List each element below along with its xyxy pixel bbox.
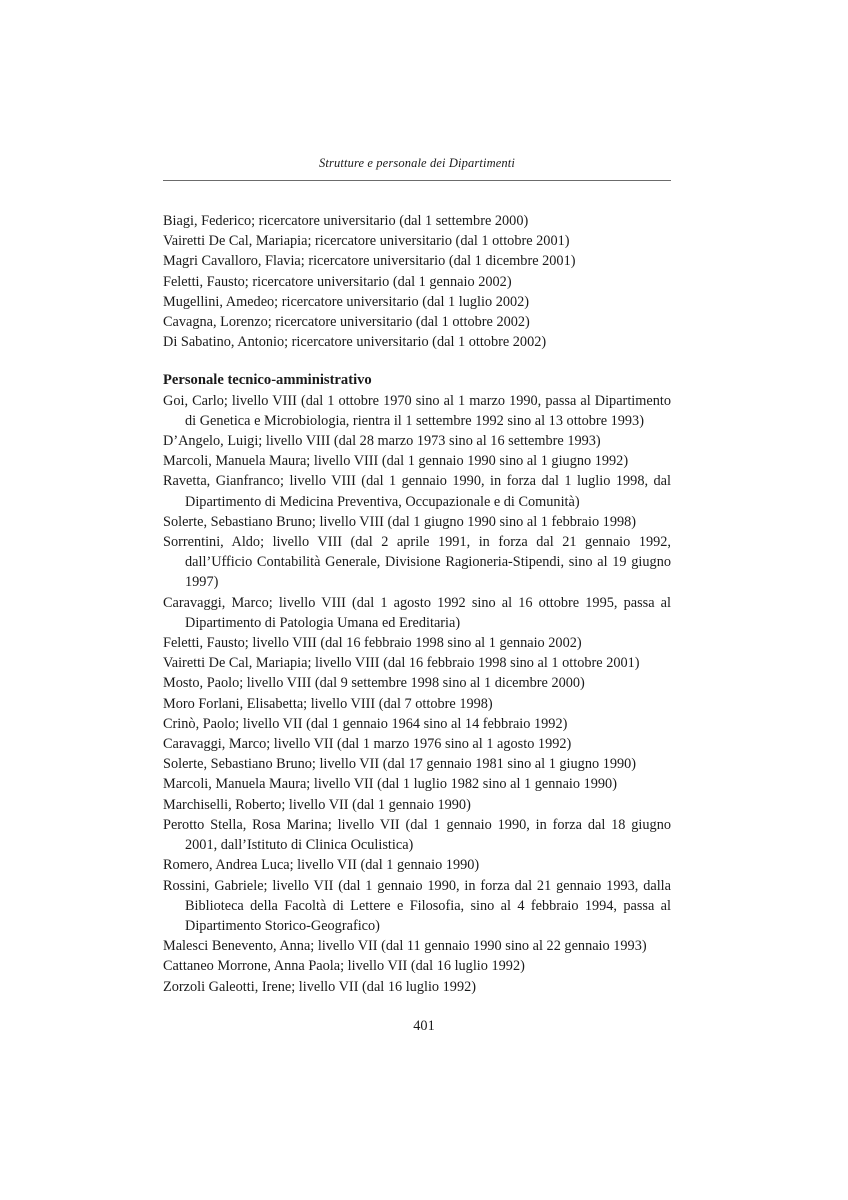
page-content	[163, 0, 671, 997]
list-item: Zorzoli Galeotti, Irene; livello VII (dal 16 luglio 1992)	[163, 978, 476, 995]
page-number: 401	[413, 1018, 435, 1034]
list-item: Sorrentini, Aldo; livello VIII (dal 2 aprile 1991, in forza dal 21 gennaio 1992, dall’Ufficio Contabilità Generale, Divisione Ragioneria-Stipendi, sino al 19 giugno 1997)	[163, 534, 671, 591]
list-item: Marcoli, Manuela Maura; livello VIII (dal 1 gennaio 1990 sino al 1 giugno 1992)	[163, 453, 629, 470]
list-item: Magri Cavalloro, Flavia; ricercatore universitario (dal 1 dicembre 2001)	[163, 253, 576, 270]
list-item: Feletti, Fausto; ricercatore universitario (dal 1 gennaio 2002)	[163, 273, 512, 290]
list-item: Biagi, Federico; ricercatore universitario (dal 1 settembre 2000)	[163, 213, 529, 229]
list-item: Mugellini, Amedeo; ricercatore universitario (dal 1 luglio 2002)	[163, 293, 530, 310]
section-heading: Personale tecnico-amministrativo	[163, 372, 372, 389]
list-item: Caravaggi, Marco; livello VIII (dal 1 agosto 1992 sino al 16 ottobre 1995, passa al Dipartimento di Patologia Umana ed Ereditaria)	[163, 594, 671, 631]
list-item: D’Angelo, Luigi; livello VIII (dal 28 marzo 1973 sino al 16 settembre 1993)	[163, 433, 601, 450]
list-item: Moro Forlani, Elisabetta; livello VIII (dal 7 ottobre 1998)	[163, 695, 493, 712]
list-item: Solerte, Sebastiano Bruno; livello VII (dal 17 gennaio 1981 sino al 1 giugno 1990)	[163, 756, 637, 773]
list-item: Di Sabatino, Antonio; ricercatore universitario (dal 1 ottobre 2002)	[163, 334, 547, 351]
entry-group-researchers	[163, 211, 671, 352]
list-item: Feletti, Fausto; livello VIII (dal 16 febbraio 1998 sino al 1 gennaio 2002)	[163, 635, 582, 652]
list-item: Goi, Carlo; livello VIII (dal 1 ottobre 1970 sino al 1 marzo 1990, passa al Dipartimento di Genetica e Microbiologia, rientra il 1 settembre 1992 sino al 13 ottobre 1993)	[163, 392, 671, 429]
list-item: Cattaneo Morrone, Anna Paola; livello VII (dal 16 luglio 1992)	[163, 958, 525, 975]
header-divider	[163, 180, 671, 181]
list-item: Vairetti De Cal, Mariapia; livello VIII (dal 16 febbraio 1998 sino al 1 ottobre 2001)	[163, 655, 640, 672]
list-item: Caravaggi, Marco; livello VII (dal 1 marzo 1976 sino al 1 agosto 1992)	[163, 736, 572, 753]
entry-group-technical-administrative-staff	[163, 391, 671, 997]
list-item: Crinò, Paolo; livello VII (dal 1 gennaio 1964 sino al 14 febbraio 1992)	[163, 715, 568, 732]
list-item: Solerte, Sebastiano Bruno; livello VIII (dal 1 giugno 1990 sino al 1 febbraio 1998)	[163, 513, 637, 530]
list-item: Marcoli, Manuela Maura; livello VII (dal 1 luglio 1982 sino al 1 gennaio 1990)	[163, 776, 617, 793]
list-item: Mosto, Paolo; livello VIII (dal 9 settembre 1998 sino al 1 dicembre 2000)	[163, 675, 585, 692]
list-item: Perotto Stella, Rosa Marina; livello VII (dal 1 gennaio 1990, in forza dal 18 giugno 2001, dall’Istituto di Clinica Oculistica)	[163, 816, 671, 854]
body-text	[163, 211, 671, 997]
list-item: Malesci Benevento, Anna; livello VII (dal 11 gennaio 1990 sino al 22 gennaio 1993)	[163, 938, 647, 955]
running-head: Strutture e personale dei Dipartimenti	[319, 156, 515, 170]
list-item: Marchiselli, Roberto; livello VII (dal 1 gennaio 1990)	[163, 796, 471, 813]
list-item: Romero, Andrea Luca; livello VII (dal 1 gennaio 1990)	[163, 857, 480, 874]
list-item: Cavagna, Lorenzo; ricercatore universitario (dal 1 ottobre 2002)	[163, 314, 530, 331]
list-item: Vairetti De Cal, Mariapia; ricercatore universitario (dal 1 ottobre 2001)	[163, 233, 570, 250]
list-item: Rossini, Gabriele; livello VII (dal 1 gennaio 1990, in forza dal 21 gennaio 1993, dalla Biblioteca della Facoltà di Lettere e Filosofia, sino al 4 febbraio 1994, passa al Dipartimento Storico-Geografico)	[163, 877, 671, 934]
list-item: Ravetta, Gianfranco; livello VIII (dal 1 gennaio 1990, in forza dal 1 luglio 1998, dal Dipartimento di Medicina Preventiva, Occupazionale e di Comunità)	[163, 473, 671, 510]
